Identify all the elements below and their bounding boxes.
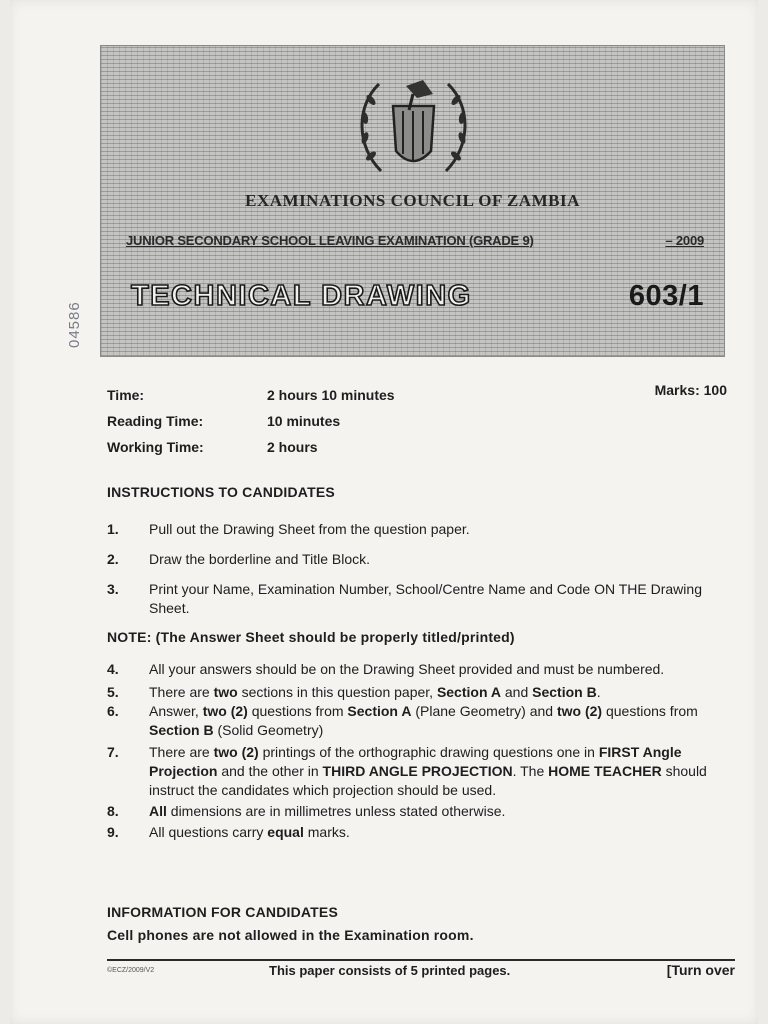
exam-year: – 2009 xyxy=(665,233,704,248)
exam-name: JUNIOR SECONDARY SCHOOL LEAVING EXAMINATION (GRADE 9) xyxy=(126,233,534,248)
coat-of-arms-emblem xyxy=(351,66,476,191)
turn-over-note: [Turn over xyxy=(666,962,735,978)
working-time-row xyxy=(107,434,727,460)
reading-time-label: Reading Time: xyxy=(107,413,204,429)
instructions-list-2 xyxy=(107,660,732,842)
time-value: 2 hours 10 minutes xyxy=(267,387,395,403)
instruction-item: 8. All dimensions are in millimetres unless stated otherwise. xyxy=(107,803,506,819)
side-stamp-number: 04586 xyxy=(66,301,83,348)
subject-row xyxy=(131,280,704,313)
subject-title: TECHNICAL DRAWING xyxy=(131,280,472,312)
reading-time-row xyxy=(107,408,727,434)
working-time-value: 2 hours xyxy=(267,439,318,455)
information-heading: INFORMATION FOR CANDIDATES xyxy=(107,904,338,920)
instruction-item: 1. Pull out the Drawing Sheet from the question paper. xyxy=(107,521,470,537)
note-line: NOTE: (The Answer Sheet should be properly titled/printed) xyxy=(107,629,515,645)
time-label: Time: xyxy=(107,387,145,403)
total-marks: Marks: 100 xyxy=(654,382,727,398)
working-time-label: Working Time: xyxy=(107,439,204,455)
time-row xyxy=(107,382,727,408)
instruction-item: 4. All your answers should be on the Drawing Sheet provided and must be numbered. xyxy=(107,661,665,677)
instruction-item: 3. Print your Name, Examination Number, School/Centre Name and Code ON THE Drawing Sheet. xyxy=(107,581,702,616)
paper-code: 603/1 xyxy=(628,280,704,312)
time-info xyxy=(107,382,727,460)
instruction-item: 7. There are two (2) printings of the orthographic drawing questions one in FIRST Angle Projection and the other in THIRD ANGLE PROJECTION. The HOME TEACHER should instruct the candidates which projection should be used. xyxy=(107,744,707,798)
header-banner xyxy=(100,45,725,357)
instruction-item: 5. There are two sections in this question paper, Section A and Section B. xyxy=(107,684,601,700)
footer-rule xyxy=(107,959,735,961)
page-count-note: This paper consists of 5 printed pages. xyxy=(269,962,511,978)
instructions-list-1 xyxy=(107,520,732,618)
instructions-heading: INSTRUCTIONS TO CANDIDATES xyxy=(107,484,335,500)
council-name: EXAMINATIONS COUNCIL OF ZAMBIA xyxy=(245,191,580,210)
footer-code: ©ECZ/2009/V2 xyxy=(107,966,155,974)
instruction-item: 2. Draw the borderline and Title Block. xyxy=(107,551,370,567)
information-text: Cell phones are not allowed in the Examination room. xyxy=(107,927,474,943)
reading-time-value: 10 minutes xyxy=(267,413,341,429)
exam-title xyxy=(126,233,704,248)
page-footer xyxy=(107,962,735,978)
instruction-item: 6. Answer, two (2) questions from Section A (Plane Geometry) and two (2) questions from Section B (Solid Geometry) xyxy=(107,703,698,738)
instruction-item: 9. All questions carry equal marks. xyxy=(107,824,350,840)
